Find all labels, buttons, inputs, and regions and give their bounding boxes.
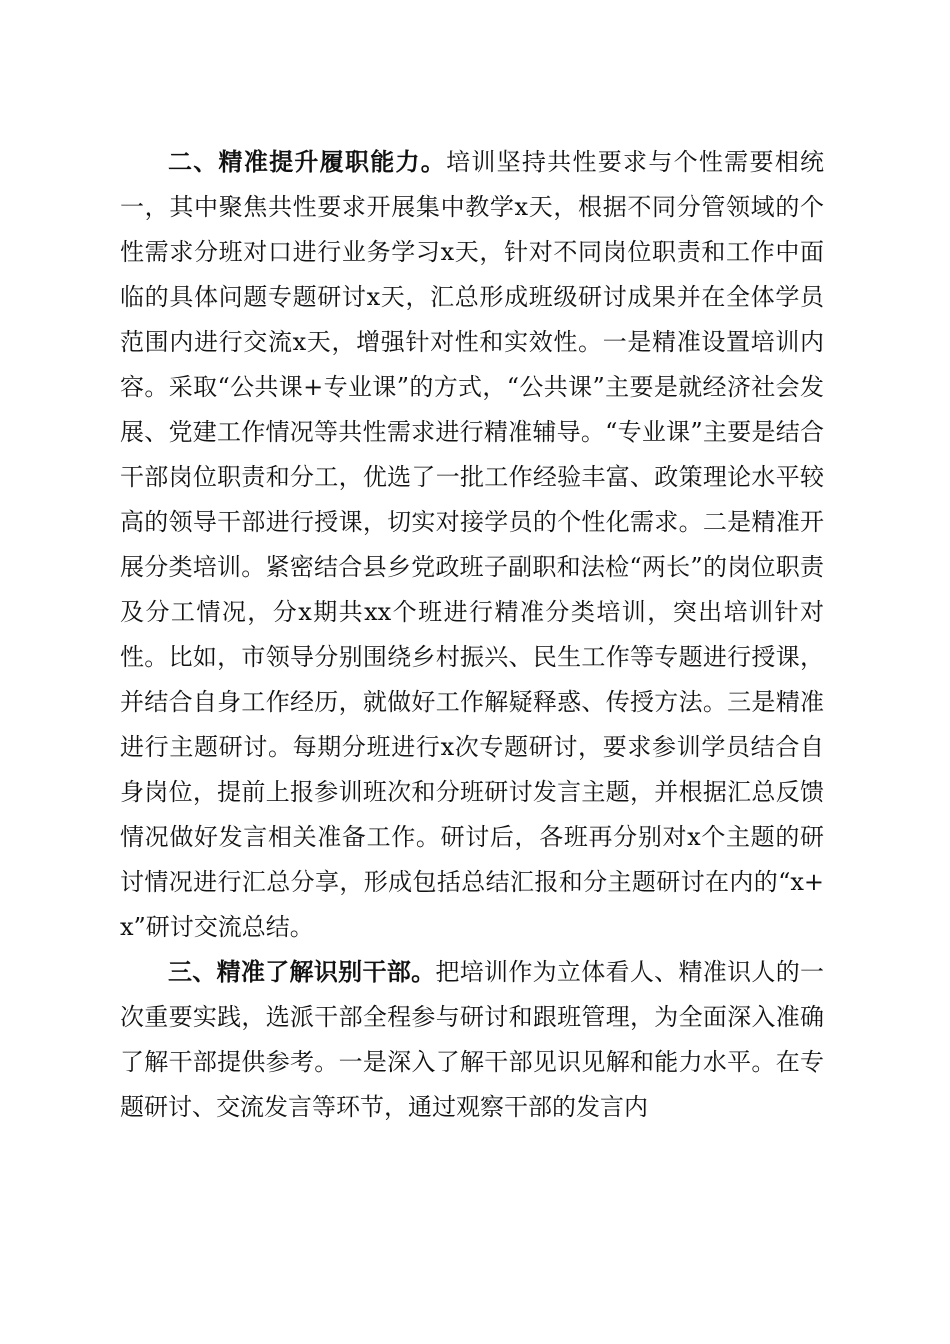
document-body: [120, 140, 824, 1130]
section-heading: 二、精准提升履职能力。: [168, 148, 447, 176]
paragraph-text: 把培训作为立体看人、精准识人的一次重要实践，选派干部全程参与研讨和跟班管理，为全面深入准确了解干部提供参考。一是深入了解干部见识见解和能力水平。在专题研讨、交流发言等环节，通过观察干部的发言内: [120, 958, 825, 1121]
paragraph-section-2: [120, 140, 824, 950]
paragraph-text: 培训坚持共性要求与个性需要相统一，其中聚焦共性要求开展集中教学x天，根据不同分管领域的个性需求分班对口进行业务学习x天，针对不同岗位职责和工作中面临的具体问题专题研讨x天，汇总形成班级研讨成果并在全体学员范围内进行交流x天，增强针对性和实效性。一是精准设置培训内容。采取“公共课+专业课”的方式，“公共课”主要是就经济社会发展、党建工作情况等共性需求进行精准辅导。“专业课”主要是结合干部岗位职责和分工，优选了一批工作经验丰富、政策理论水平较高的领导干部进行授课，切实对接学员的个性化需求。二是精准开展分类培训。紧密结合县乡党政班子副职和法检“两长”的岗位职责及分工情况，分x期共xx个班进行精准分类培训，突出培训针对性。比如，市领导分别围绕乡村振兴、民生工作等专题进行授课，并结合自身工作经历，就做好工作解疑释惑、传授方法。三是精准进行主题研讨。每期分班进行x次专题研讨，要求参训学员结合自身岗位，提前上报参训班次和分班研讨发言主题，并根据汇总反馈情况做好发言相关准备工作。研讨后，各班再分别对x个主题的研讨情况进行汇总分享，形成包括总结汇报和分主题研讨在内的“x+x”研讨交流总结。: [120, 148, 825, 941]
paragraph-section-3: [120, 950, 824, 1130]
section-heading: 三、精准了解识别干部。: [168, 958, 436, 986]
